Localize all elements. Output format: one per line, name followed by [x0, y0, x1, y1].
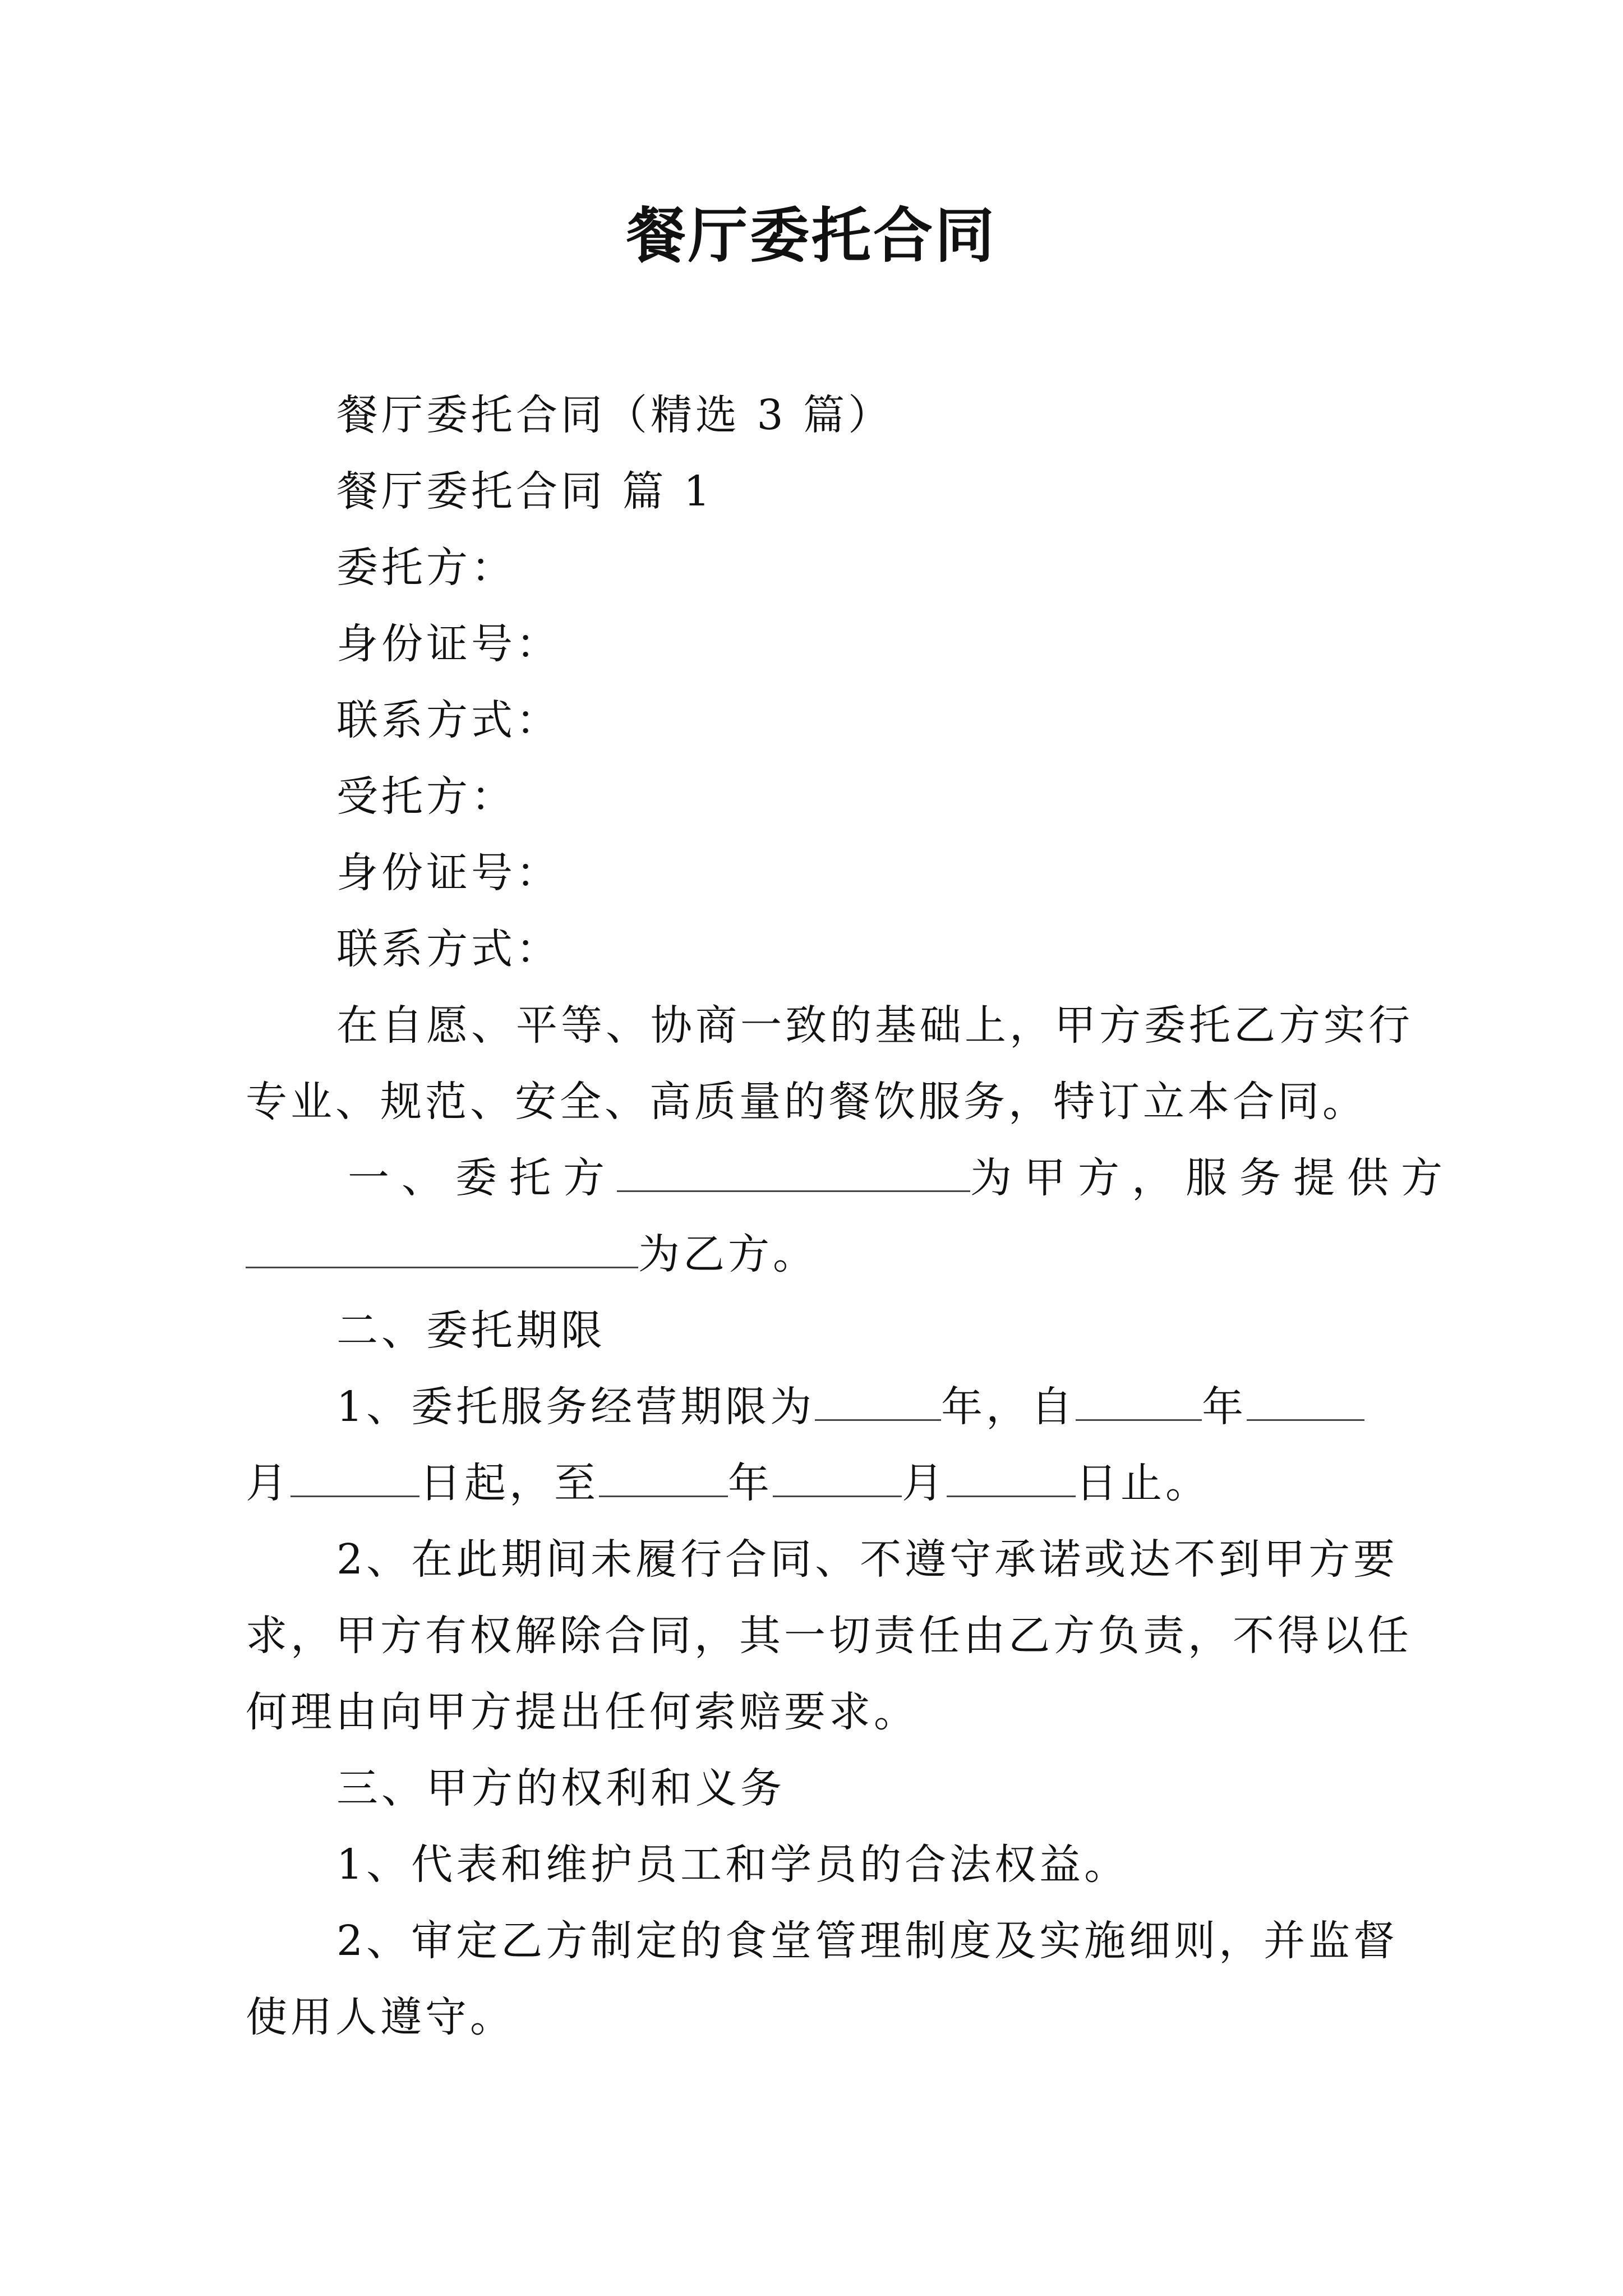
- clause-3-item-2-line-2: 使用人遵守。: [246, 1993, 515, 2041]
- start-year-blank: [1076, 1380, 1202, 1421]
- end-year-unit: 年: [728, 1459, 773, 1507]
- clause-1-line-1: [348, 1150, 1455, 1206]
- clause-1-end-text: 为乙方。: [638, 1230, 818, 1278]
- clause-2-item-2-line-1: 2、在此期间未履行合同、不遵守承诺或达不到甲方要: [336, 1535, 1399, 1584]
- agent-id-label: 身份证号：: [336, 849, 561, 897]
- intro-line-1: 在自愿、平等、协商一致的基础上，甲方委托乙方实行: [336, 1001, 1413, 1050]
- term-text: 1、委托服务经营期限为: [336, 1383, 815, 1431]
- clause-2-item-1-line-2: [246, 1455, 1384, 1511]
- principal-name-blank: [617, 1151, 970, 1192]
- clause-2-item-2-line-2: 求，甲方有权解除合同，其一切责任由乙方负责，不得以任: [246, 1612, 1412, 1660]
- end-month-unit: 月: [902, 1459, 947, 1507]
- agent-contact-label: 联系方式：: [336, 925, 561, 973]
- term-year-from-text: 年，自: [941, 1383, 1076, 1431]
- clause-3-item-1: 1、代表和维护员工和学员的合法权益。: [336, 1841, 1129, 1889]
- end-day-unit: 日止。: [1076, 1459, 1210, 1507]
- clause-2-heading: 二、委托期限: [336, 1306, 606, 1355]
- agent-label: 受托方：: [336, 772, 516, 821]
- start-day-to-text: 日起，至: [419, 1459, 599, 1507]
- provider-name-blank: [246, 1227, 638, 1268]
- start-year-unit: 年: [1202, 1383, 1247, 1431]
- clause-3-item-2-line-1: 2、审定乙方制定的食堂管理制度及实施细则，并监督: [336, 1917, 1399, 1965]
- document-title: 餐厅委托合同: [626, 200, 997, 270]
- clause-2-item-1-line-1: [336, 1379, 1385, 1435]
- principal-contact-label: 联系方式：: [336, 696, 561, 744]
- clause-1-provider-text: 为甲方，服务提供方: [970, 1154, 1455, 1202]
- clause-1-principal-text: 一、委托方: [348, 1154, 617, 1202]
- start-month-blank: [1247, 1380, 1364, 1421]
- end-month-blank: [773, 1456, 902, 1497]
- clause-1-line-2: [246, 1226, 1384, 1282]
- principal-id-label: 身份证号：: [336, 620, 561, 668]
- clause-2-item-2-line-3: 何理由向甲方提出任何索赔要求。: [246, 1688, 919, 1736]
- intro-line-2: 专业、规范、安全、高质量的餐饮服务，特订立本合同。: [246, 1078, 1367, 1126]
- start-month-unit: 月: [246, 1459, 291, 1507]
- section-heading: 餐厅委托合同 篇 1: [336, 467, 714, 516]
- term-years-blank: [815, 1380, 941, 1421]
- end-day-blank: [947, 1456, 1076, 1497]
- clause-3-heading: 三、甲方的权利和义务: [336, 1764, 785, 1812]
- end-year-blank: [599, 1456, 728, 1497]
- start-day-blank: [291, 1456, 419, 1497]
- document-subtitle: 餐厅委托合同（精选 3 篇）: [336, 391, 893, 439]
- principal-label: 委托方：: [336, 544, 516, 592]
